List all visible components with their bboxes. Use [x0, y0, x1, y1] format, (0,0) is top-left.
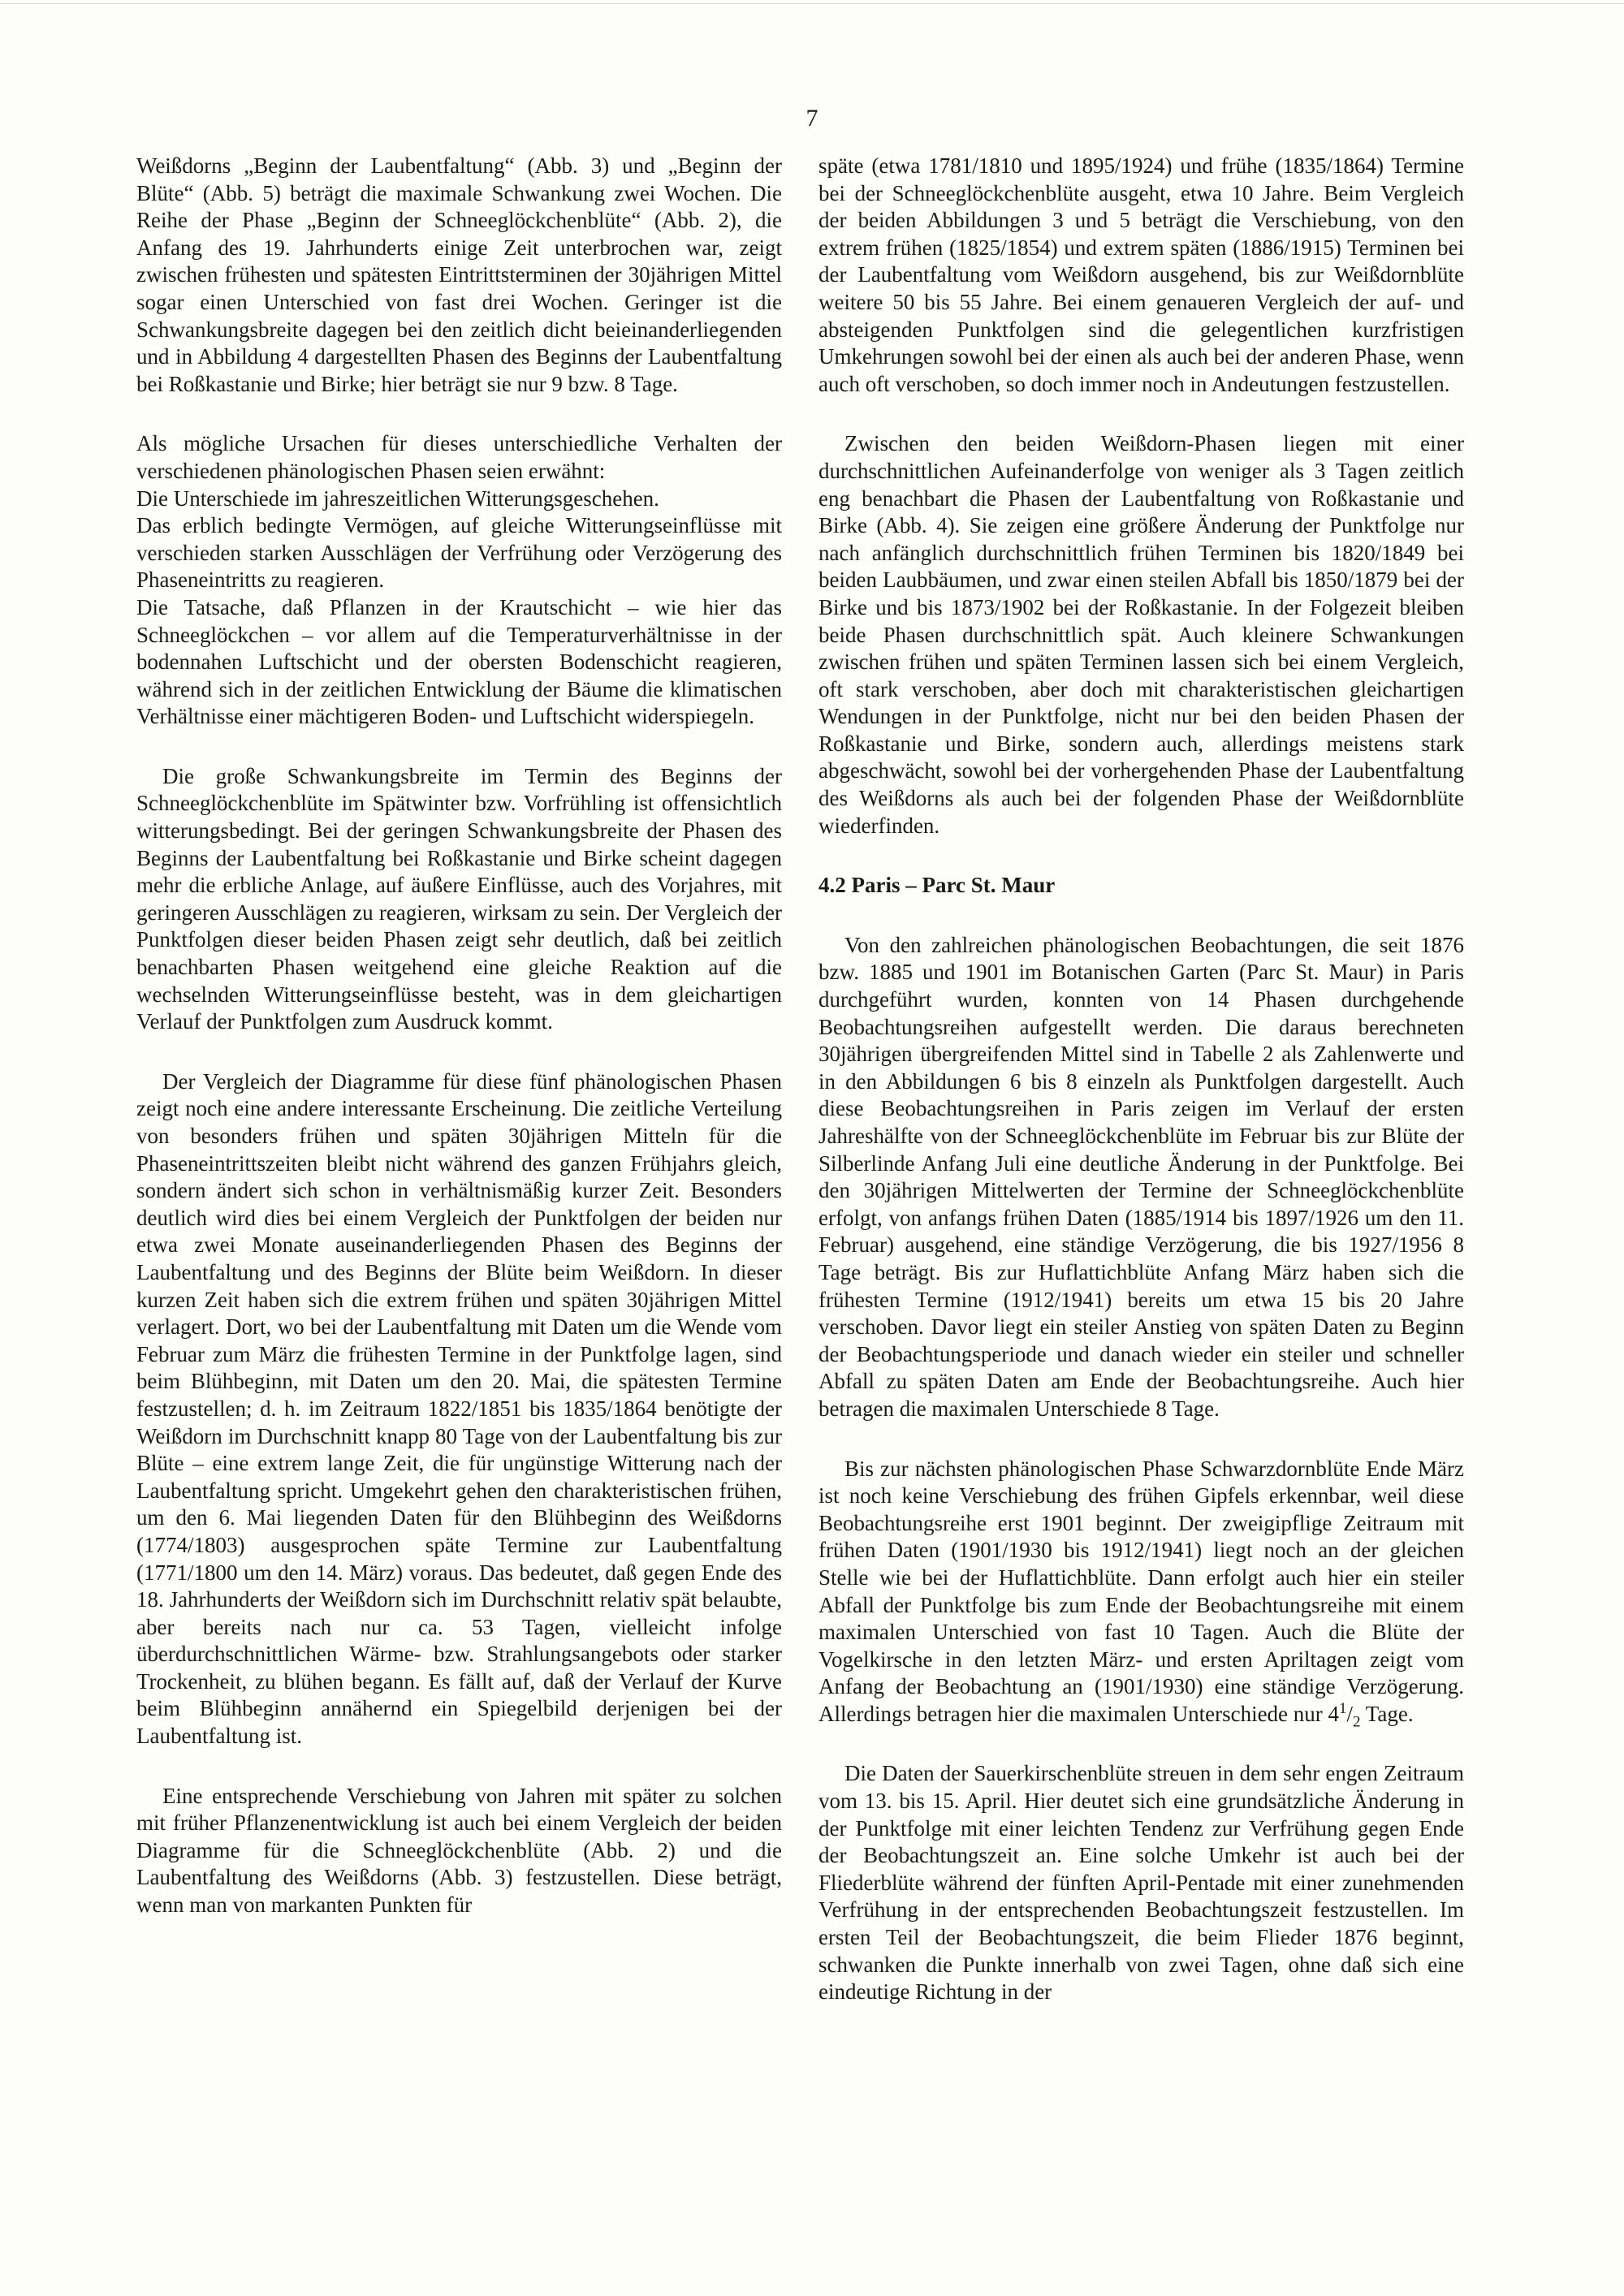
right-paragraph-4 — [818, 1456, 1464, 1731]
causes-intro: Als mögliche Ursachen für dieses unterschiedliche Verhalten der verschiedenen phänologischen Phasen seien erwähnt: — [136, 431, 782, 483]
left-paragraph-4: Der Vergleich der Diagramme für diese fünf phänologischen Phasen zeigt noch eine andere interessante Erscheinung. Die zeitliche Verteilung von besonders frühen und späten 30jährigen Mitteln für die Phaseneintrittszeiten bleibt nicht während des ganzen Frühjahrs gleich, sondern ändert sich schon in verhältnismäßig kurzer Zeit. Besonders deutlich wird dies bei einem Vergleich der Punktfolgen der beiden nur etwa zwei Monate auseinanderliegenden Phasen des Beginns der Laubentfaltung und des Beginns der Blüte beim Weißdorn. In dieser kurzen Zeit haben sich die extrem frühen und späten 30jährigen Mittel verlagert. Dort, wo bei der Laubentfaltung mit Daten um die Wende vom Februar zum März die frühesten Termine in der Punktfolge lagen, sind beim Blühbeginn, mit Daten um den 20. Mai, die spätesten Termine festzustellen; d. h. im Zeitraum 1822/1851 bis 1835/1864 benötigte der Weißdorn im Durchschnitt knapp 80 Tage von der Laubentfaltung bis zur Blüte – eine extrem lange Zeit, die für ungünstige Witterung nach der Laubentfaltung spricht. Umgekehrt gehen den charakteristischen frühen, um den 6. Mai liegenden Daten für den Blühbeginn des Weißdorns (1774/1803) ausgesprochen späte Termine zur Laubentfaltung (1771/1800 um den 14. März) voraus. Das bedeutet, daß gegen Ende des 18. Jahrhunderts der Weißdorn sich im Durchschnitt relativ spät belaubte, aber bereits nach nur ca. 53 Tagen, vielleicht infolge überdurchschnittlichen Wärme- bzw. Strahlungsangebots oder starker Trockenheit, zu blühen begann. Es fällt auf, daß der Verlauf der Kurve beim Blühbeginn annähernd ein Spiegelbild derjenigen bei der Laubentfaltung ist. — [136, 1068, 782, 1749]
left-paragraph-5: Eine entsprechende Verschiebung von Jahren mit später zu solchen mit früher Pflanzenentwicklung ist auch bei einem Vergleich der beiden Diagramme für die Schneeglöckchenblüte (Abb. 2) und die Laubentfaltung des Weißdorns (Abb. 3) festzustellen. Diese beträgt, wenn man von markanten Punkten für — [136, 1783, 782, 1918]
left-paragraph-1: Weißdorns „Beginn der Laubentfaltung“ (Abb. 3) und „Beginn der Blüte“ (Abb. 5) beträgt die maximale Schwankung zwei Wochen. Die Reihe der Phase „Beginn der Schneeglöckchenblüte“ (Abb. 2), die Anfang des 19. Jahrhunderts einige Zeit unterbrochen war, zeigt zwischen frühesten und spätesten Eintrittsterminen der 30jährigen Mittel sogar einen Unterschied von fast drei Wochen. Geringer ist die Schwankungsbreite dagegen bei den zeitlich dicht beieinanderliegenden und in Abbildung 4 dargestellten Phasen des Beginns der Laubentfaltung bei Roßkastanie und Birke; hier beträgt sie nur 9 bzw. 8 Tage. — [136, 153, 782, 396]
cause-item-3: Die Tatsache, daß Pflanzen in der Krautschicht – wie hier das Schneeglöckchen – vor allem auf die Temperaturverhältnisse in der bodennahen Luftschicht und der obersten Bodenschicht reagieren, während sich in der zeitlichen Entwicklung der Bäume die klimatischen Verhältnisse einer mächtigeren Boden- und Luftschicht widerspiegeln. — [136, 594, 782, 729]
paragraph-4-tail-text: Tage. — [1360, 1701, 1414, 1726]
left-paragraph-2-causes — [136, 430, 782, 731]
section-heading-paris: 4.2 Paris – Parc St. Maur — [818, 873, 1056, 898]
cause-item-1: Die Unterschiede im jahreszeitlichen Witterungsgeschehen. — [136, 486, 659, 511]
fraction-denominator: 2 — [1353, 1713, 1361, 1731]
right-paragraph-2: Zwischen den beiden Weißdorn-Phasen liegen mit einer durchschnittlichen Aufeinanderfolge von weniger als 3 Tagen zeitlich eng benachbart die Phasen der Laubentfaltung von Roßkastanie und Birke (Abb. 4). Sie zeigen eine größere Änderung der Punktfolge nur nach anfänglich durchschnittlich frühen Terminen bis 1820/1849 bei beiden Laubbäumen, und zwar einen steilen Abfall bis 1850/1879 bei der Birke und bis 1873/1902 bei der Roßkastanie. In der Folgezeit bleiben beide Phasen durchschnittlich spät. Auch kleinere Schwankungen zwischen frühen und späten Terminen lassen sich bei einem Vergleich, oft stark verschoben, aber doch mit charakteristischen gleichartigen Wendungen in der Punktfolge, nicht nur bei den beiden Phasen der Roßkastanie und Birke, sondern auch, allerdings meistens stark abgeschwächt, sowohl bei der vorhergehenden Phase der Laubentfaltung des Weißdorns als auch bei der folgenden Phase der Weißdornblüte wiederfinden. — [818, 431, 1464, 838]
right-paragraph-1: späte (etwa 1781/1810 und 1895/1924) und frühe (1835/1864) Termine bei der Schneeglöckchenblüte ausgeht, etwa 10 Jahre. Beim Vergleich der beiden Abbildungen 3 und 5 beträgt die Verschiebung, von den extrem frühen (1825/1854) und extrem späten (1886/1915) Terminen bei der Laubentfaltung vom Weißdorn ausgehend, bis zur Weißdornblüte weitere 50 bis 55 Jahre. Bei einem genaueren Vergleich der auf- und absteigenden Punktfolgen sind die gelegentlichen kurzfristigen Umkehrungen sowohl bei der einen als auch bei der anderen Phase, wenn auch oft verschoben, so doch immer noch in Andeutungen festzustellen. — [818, 153, 1464, 396]
fraction-numerator: 1 — [1339, 1699, 1347, 1717]
right-column — [818, 153, 1464, 2039]
paragraph-4-main-text: Bis zur nächsten phänologischen Phase Schwarzdornblüte Ende März ist noch keine Verschiebung des frühen Gipfels erkennbar, weil diese Beobachtungsreihe erst 1901 beginnt. Der zweigipflige Zeitraum mit frühen Daten (1901/1930 bis 1912/1941) liegt noch an der gleichen Stelle wie bei der Huflattichblüte. Dann erfolgt auch hier ein steiler Abfall der Punktfolge bis zum Ende der Beobachtungsreihe mit einem maximalen Unterschied von fast 10 Tagen. Auch die Blüte der Vogelkirsche in den letzten März- und ersten Apriltagen zeigt vom Anfang der Beobachtung an (1901/1930) eine ständige Verzögerung. Allerdings betragen hier die maximalen Unterschiede nur 4 — [818, 1456, 1464, 1726]
scan-edge-line — [0, 3, 1624, 4]
cause-item-2: Das erblich bedingte Vermögen, auf gleiche Witterungseinflüsse mit verschieden starken Ausschlägen der Verfrühung oder Verzögerung des Phaseneintritts zu reagieren. — [136, 513, 782, 593]
right-paragraph-5: Die Daten der Sauerkirschenblüte streuen in dem sehr engen Zeitraum vom 13. bis 15. April. Hier deutet sich eine grundsätzliche Änderung in der Punktfolge mit einer leichten Tendenz zur Verfrühung gegen Ende der Beobachtungszeit an. Eine solche Umkehr ist auch bei der Fliederblüte während der fünften April-Pentade mit einer zunehmenden Verfrühung in der entsprechenden Beobachtungszeit festzustellen. Im ersten Teil der Beobachtungszeit, die beim Flieder 1876 beginnt, schwanken die Punkte innerhalb von zwei Tagen, ohne daß sich eine eindeutige Richtung in der — [818, 1761, 1464, 2005]
right-paragraph-3: Von den zahlreichen phänologischen Beobachtungen, die seit 1876 bzw. 1885 und 1901 im Botanischen Garten (Parc St. Maur) in Paris durchgeführt wurden, konnten von 14 Phasen durchgehende Beobachtungsreihen aufgestellt werden. Die daraus berechneten 30jährigen übergreifenden Mittel sind in Tabelle 2 als Zahlenwerte und in den Abbildungen 6 bis 8 einzeln als Punktfolgen dargestellt. Auch diese Beobachtungsreihen in Paris zeigen im Verlauf der ersten Jahreshälfte von der Schneeglöckchenblüte im Februar bis zur Blüte der Silberlinde Anfang Juli eine deutliche Änderung in der Punktfolge. Bei den 30jährigen Mittelwerten der Termine der Schneeglöckchenblüte erfolgt, von anfangs frühen Daten (1885/1914 bis 1897/1926 um den 11. Februar) ausgehend, eine ständige Verzögerung, die bis 1927/1956 8 Tage beträgt. Bis zur Huflattichblüte Anfang März haben sich die frühesten Termine (1912/1941) bereits um etwa 15 bis 20 Jahre verschoben. Davor liegt ein steiler Anstieg von späten Daten zu Beginn der Beobachtungsperiode und danach wieder ein steiler und schneller Abfall zu späten Daten am Ende der Beobachtungsreihe. Auch hier betragen die maximalen Unterschiede 8 Tage. — [818, 932, 1464, 1421]
left-column — [136, 153, 782, 1952]
left-paragraph-3: Die große Schwankungsbreite im Termin des Beginns der Schneeglöckchenblüte im Spätwinter bzw. Vorfrühling ist offensichtlich witterungsbedingt. Bei der geringen Schwankungsbreite der Phasen des Beginns der Laubentfaltung bei Roßkastanie und Birke scheint dagegen mehr die erbliche Anlage, auf äußere Einflüsse, auch des Vorjahres, mit geringeren Ausschlägen zu reagieren, wirksam zu sein. Der Vergleich der Punktfolgen dieser beiden Phasen zeigt sehr deutlich, daß bei zeitlich benachbarten Phasen weitgehend eine gleiche Reaktion auf die wechselnden Witterungseinflüsse besteht, was in dem gleichartigen Verlauf der Punktfolgen zum Ausdruck kommt. — [136, 763, 782, 1034]
fraction-separator: / — [1346, 1701, 1354, 1726]
page-number: 7 — [806, 105, 818, 132]
